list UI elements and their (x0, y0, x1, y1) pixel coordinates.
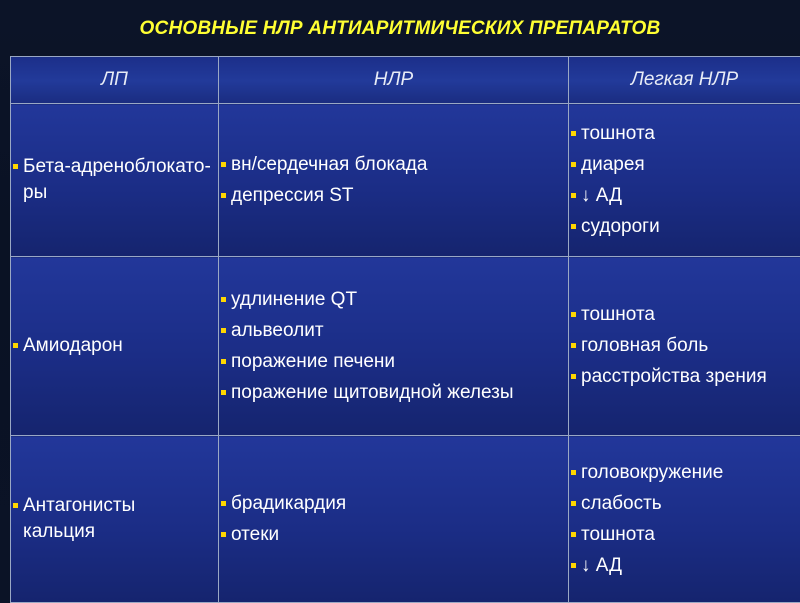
list-item: ↓ АД (569, 553, 800, 579)
bullet-icon (571, 470, 576, 475)
list-item: поражение печени (219, 349, 568, 375)
table-row (11, 257, 800, 436)
mild-adr-cell (569, 104, 800, 257)
bullet-icon (221, 532, 226, 537)
bullet-icon (571, 224, 576, 229)
bullet-icon (571, 193, 576, 198)
drug-name: Бета-адреноблокато-ры (11, 154, 213, 206)
drug-cell (11, 104, 219, 257)
list-item: альвеолит (219, 318, 568, 344)
list-item: удлинение QT (219, 287, 568, 313)
bullet-icon (221, 162, 226, 167)
serious-adr-cell (219, 104, 569, 257)
list-item: поражение щитовидной железы (219, 380, 568, 406)
bullet-icon (571, 501, 576, 506)
list-item: головная боль (569, 333, 800, 359)
bullet-icon (221, 359, 226, 364)
list-item: отеки (219, 522, 568, 548)
mild-adr-cell (569, 436, 800, 603)
serious-adr-cell (219, 436, 569, 603)
list-item: тошнота (569, 302, 800, 328)
table-row (11, 436, 800, 603)
list-item: судороги (569, 214, 800, 240)
drug-name: Антагонисты кальция (11, 493, 203, 545)
list-item: тошнота (569, 121, 800, 147)
bullet-icon (13, 343, 18, 348)
slide-title: ОСНОВНЫЕ НЛР АНТИАРИТМИЧЕСКИХ ПРЕПАРАТОВ (0, 10, 800, 48)
bullet-icon (221, 390, 226, 395)
list-item: ↓ АД (569, 183, 800, 209)
bullet-icon (571, 131, 576, 136)
list-item: расстройства зрения (569, 364, 800, 390)
drug-cell (11, 257, 219, 436)
bullet-icon (221, 328, 226, 333)
serious-adr-cell (219, 257, 569, 436)
bullet-icon (571, 343, 576, 348)
bullet-icon (571, 563, 576, 568)
bullet-icon (571, 374, 576, 379)
table-row (11, 104, 800, 257)
bullet-icon (221, 297, 226, 302)
list-item: головокружение (569, 460, 800, 486)
drug-cell (11, 436, 219, 603)
list-item: вн/сердечная блокада (219, 152, 568, 178)
bullet-icon (13, 164, 18, 169)
list-item: слабость (569, 491, 800, 517)
header-drug: ЛП (11, 57, 219, 104)
list-item: депрессия ST (219, 183, 568, 209)
list-item: брадикардия (219, 491, 568, 517)
bullet-icon (571, 532, 576, 537)
bullet-icon (571, 312, 576, 317)
header-serious-adr: НЛР (219, 57, 569, 104)
bullet-icon (221, 193, 226, 198)
adverse-reactions-table (10, 56, 800, 603)
list-item: диарея (569, 152, 800, 178)
table-header-row (11, 57, 800, 104)
mild-adr-cell (569, 257, 800, 436)
drug-name: Амиодарон (11, 333, 218, 359)
list-item: тошнота (569, 522, 800, 548)
bullet-icon (571, 162, 576, 167)
bullet-icon (13, 503, 18, 508)
header-mild-adr: Легкая НЛР (569, 57, 800, 104)
bullet-icon (221, 501, 226, 506)
